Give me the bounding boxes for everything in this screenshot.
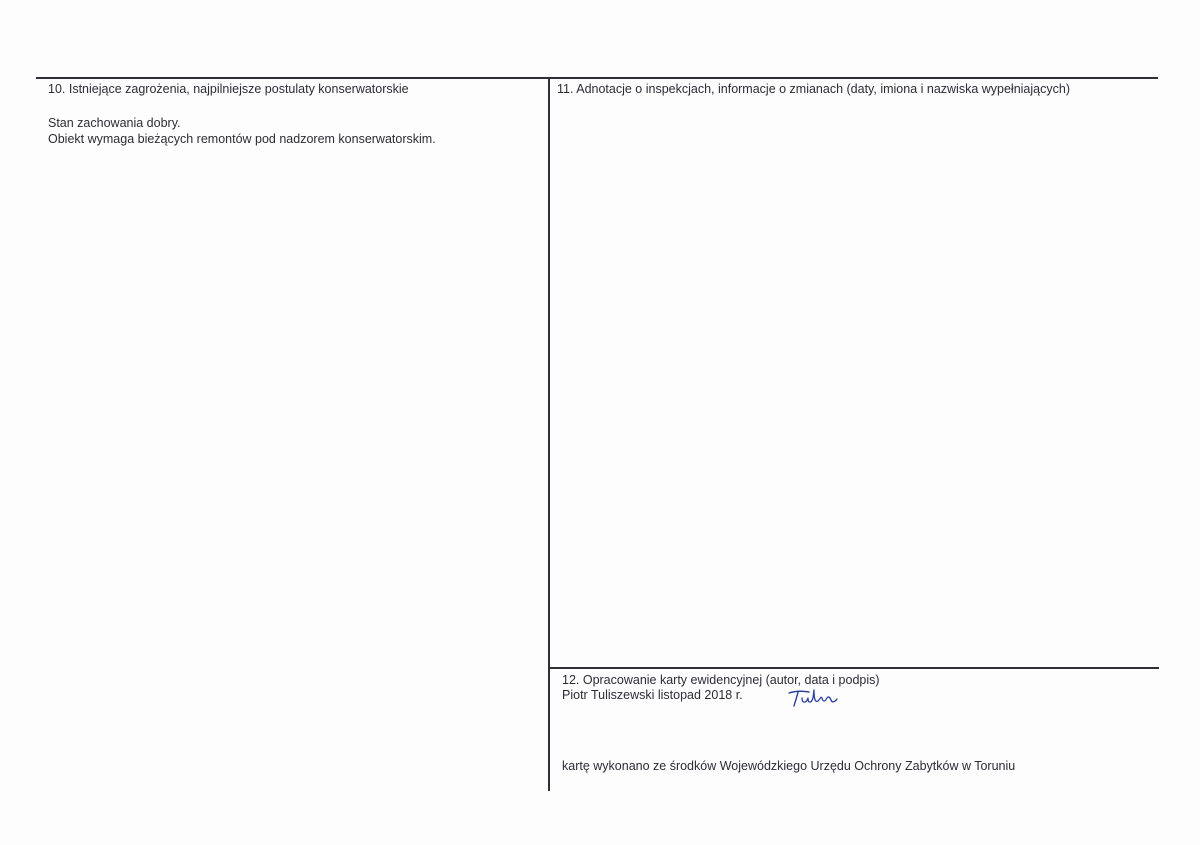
section-10-heading: 10. Istniejące zagrożenia, najpilniejsze postulaty konserwatorskie bbox=[48, 82, 409, 96]
section-12-heading: 12. Opracowanie karty ewidencyjnej (autor, data i podpis) bbox=[562, 673, 880, 687]
form-column-divider bbox=[548, 77, 550, 791]
form-top-rule bbox=[36, 77, 1158, 79]
handwritten-signature bbox=[785, 686, 845, 710]
section-10-line: Stan zachowania dobry. bbox=[48, 116, 181, 130]
section-10-body bbox=[48, 115, 436, 147]
funding-note: kartę wykonano ze środków Wojewódzkiego Urzędu Ochrony Zabytków w Toruniu bbox=[562, 759, 1016, 773]
section-12-rule bbox=[549, 667, 1159, 669]
section-11-heading: 11. Adnotacje o inspekcjach, informacje o zmianach (daty, imiona i nazwiska wypełniających) bbox=[557, 82, 1070, 96]
author-date-line: Piotr Tuliszewski listopad 2018 r. bbox=[562, 688, 743, 702]
section-10-line: Obiekt wymaga bieżących remontów pod nadzorem konserwatorskim. bbox=[48, 132, 436, 146]
